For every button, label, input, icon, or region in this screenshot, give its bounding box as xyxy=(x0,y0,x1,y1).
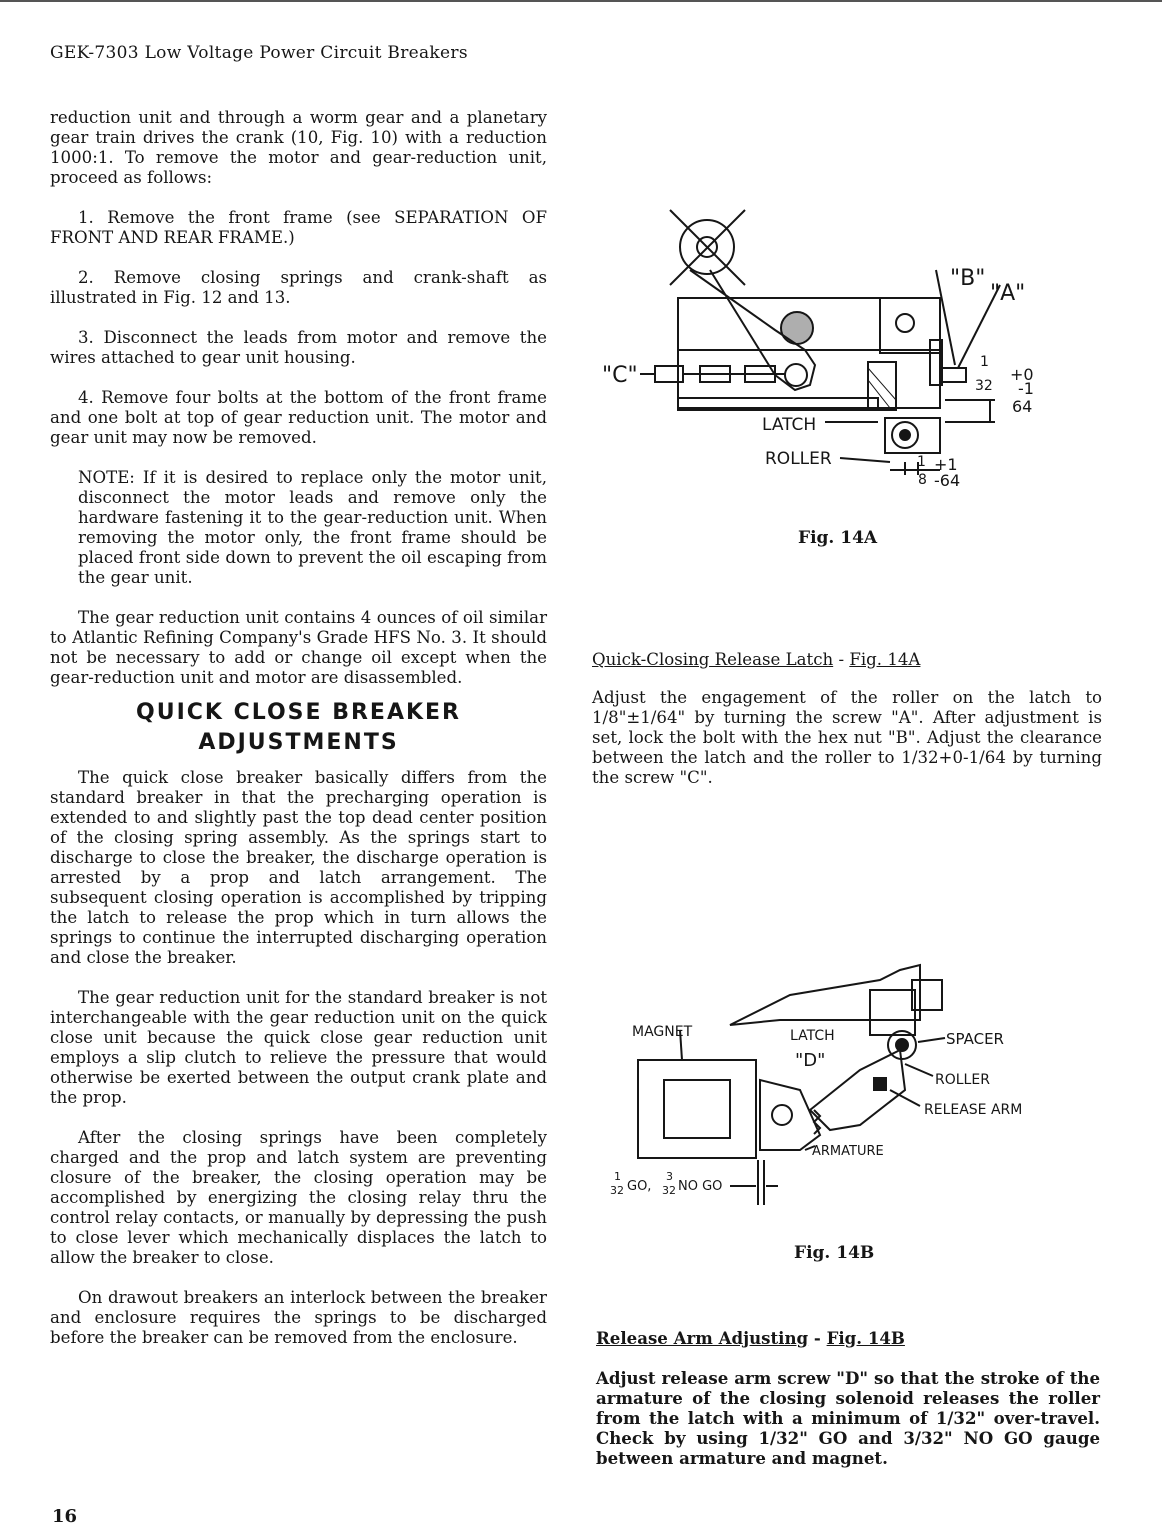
right-column-section-1 xyxy=(592,650,1102,788)
label-roller: ROLLER xyxy=(765,449,832,469)
gauge-3: 3 xyxy=(666,1170,673,1183)
label-release-arm: RELEASE ARM xyxy=(924,1102,1023,1118)
section-2-ref: Fig. 14B xyxy=(826,1328,905,1348)
tol-a-plus: +0 xyxy=(1010,365,1034,384)
gauge-go: GO, xyxy=(627,1179,652,1194)
quick-close-paragraph-2: The gear reduction unit for the standard breaker is not interchangeable with the gear reduction unit on the quick close unit because the quick close gear reduction unit employs a slip clutch to relieve the pressure that would otherwise be exerted between the output crank plate and the prop. xyxy=(50,988,547,1107)
label-b: "B" xyxy=(950,266,986,291)
label-d: "D" xyxy=(795,1050,826,1071)
section-2-text: Adjust release arm screw "D" so that the stroke of the armature of the closing solenoid releases the roller from the latch with a minimum of 1/32" over-travel. Check by using 1/32" GO and 3/32" NO GO gauge between armature and magnet. xyxy=(596,1368,1100,1468)
page-header xyxy=(50,43,468,63)
figure-14a-diagram xyxy=(600,200,1060,500)
note-paragraph: NOTE: If it is desired to replace only the motor unit, disconnect the motor leads and remove only the hardware fastening it to the gear-reduction unit. When removing the motor only, the front frame should be placed front side down to prevent the oil escaping from the gear unit. xyxy=(78,468,547,587)
right-column-section-2 xyxy=(596,1328,1100,1468)
gauge-32b: 32 xyxy=(662,1184,676,1197)
quick-close-paragraph-4: On drawout breakers an interlock between the breaker and enclosure requires the springs to be discharged before the breaker can be removed from the enclosure. xyxy=(50,1288,547,1347)
label-roller-b: ROLLER xyxy=(935,1072,990,1088)
label-c: "C" xyxy=(602,363,638,388)
gauge-nogo: NO GO xyxy=(678,1179,723,1194)
figure-14b-diagram xyxy=(600,960,1060,1210)
tol-a-minus-den: 64 xyxy=(1012,397,1033,416)
section-1-text: Adjust the engagement of the roller on the latch to 1/8"±1/64" by turning the screw "A". After adjustment is set, lock the bolt with the hex nut "B". Adjust the clearance between the latch and the roller to 1/32+0-1/64 by turning the screw "C". xyxy=(592,688,1102,787)
tol-b-minus: -64 xyxy=(934,471,961,490)
step-2: 2. Remove closing springs and crank-shaft as illustrated in Fig. 12 and 13. xyxy=(50,268,547,307)
oil-paragraph: The gear reduction unit contains 4 ounces of oil similar to Atlantic Refining Company's Grade HFS No. 3. It should not be necessary to add or change oil except when the gear-reduction unit and motor are disassembled. xyxy=(50,608,547,687)
tol-b-den: 8 xyxy=(918,472,927,488)
tol-a-num: 1 xyxy=(980,354,989,370)
tol-a-den: 32 xyxy=(975,378,993,394)
section-heading xyxy=(50,698,547,758)
label-a: "A" xyxy=(990,281,1026,306)
label-magnet: MAGNET xyxy=(632,1024,693,1040)
label-latch: LATCH xyxy=(762,415,817,435)
page-number: 16 xyxy=(52,1506,78,1527)
section-1-ref: Fig. 14A xyxy=(849,650,921,669)
label-spacer: SPACER xyxy=(946,1030,1004,1048)
doc-code: GEK-7303 xyxy=(50,43,139,63)
step-4: 4. Remove four bolts at the bottom of the front frame and one bolt at top of gear reduction unit. The motor and gear unit may now be removed. xyxy=(50,388,547,447)
quick-close-paragraph-1: The quick close breaker basically differs from the standard breaker in that the precharging operation is extended to and slightly past the top dead center position of the closing spring assembly. As the springs start to discharge to close the breaker, the discharge operation is arrested by a prop and latch arrangement. The subsequent closing operation is accomplished by tripping the latch to release the prop which in turn allows the springs to continue the interrupted discharging operation and close the breaker. xyxy=(50,768,547,967)
intro-paragraph: reduction unit and through a worm gear and a planetary gear train drives the crank (10, Fig. 10) with a reduction 1000:1. To remove the motor and gear-reduction unit, proceed as follows: xyxy=(50,108,547,187)
label-latch-b: LATCH xyxy=(790,1028,835,1044)
step-3: 3. Disconnect the leads from motor and remove the wires attached to gear unit housing. xyxy=(50,328,547,367)
gauge-32a: 32 xyxy=(610,1184,624,1197)
tol-a-minus: -1 xyxy=(1018,379,1034,398)
figure-14b-caption: Fig. 14B xyxy=(794,1243,875,1263)
label-armature: ARMATURE xyxy=(812,1144,884,1159)
top-rule xyxy=(0,0,1162,2)
heading-line-1: QUICK CLOSE BREAKER xyxy=(136,700,461,725)
step-1: 1. Remove the front frame (see SEPARATION OF FRONT AND REAR FRAME.) xyxy=(50,208,547,247)
section-2-title: Release Arm Adjusting - Fig. 14B xyxy=(596,1328,905,1348)
left-column xyxy=(50,108,547,1348)
section-1-title: Quick-Closing Release Latch - Fig. 14A xyxy=(592,650,921,669)
tol-b-plus: +1 xyxy=(934,455,958,474)
tol-b-num: 1 xyxy=(917,454,926,470)
doc-title: Low Voltage Power Circuit Breakers xyxy=(144,43,468,63)
quick-close-paragraph-3: After the closing springs have been completely charged and the prop and latch system are preventing closure of the breaker, the closing operation may be accomplished by energizing the closing relay thru the control relay contacts, or manually by depressing the push to close lever which mechanically displaces the latch to allow the breaker to close. xyxy=(50,1128,547,1267)
heading-line-2: ADJUSTMENTS xyxy=(198,730,399,755)
gauge-1: 1 xyxy=(614,1170,621,1183)
figure-14a-caption: Fig. 14A xyxy=(798,528,878,548)
